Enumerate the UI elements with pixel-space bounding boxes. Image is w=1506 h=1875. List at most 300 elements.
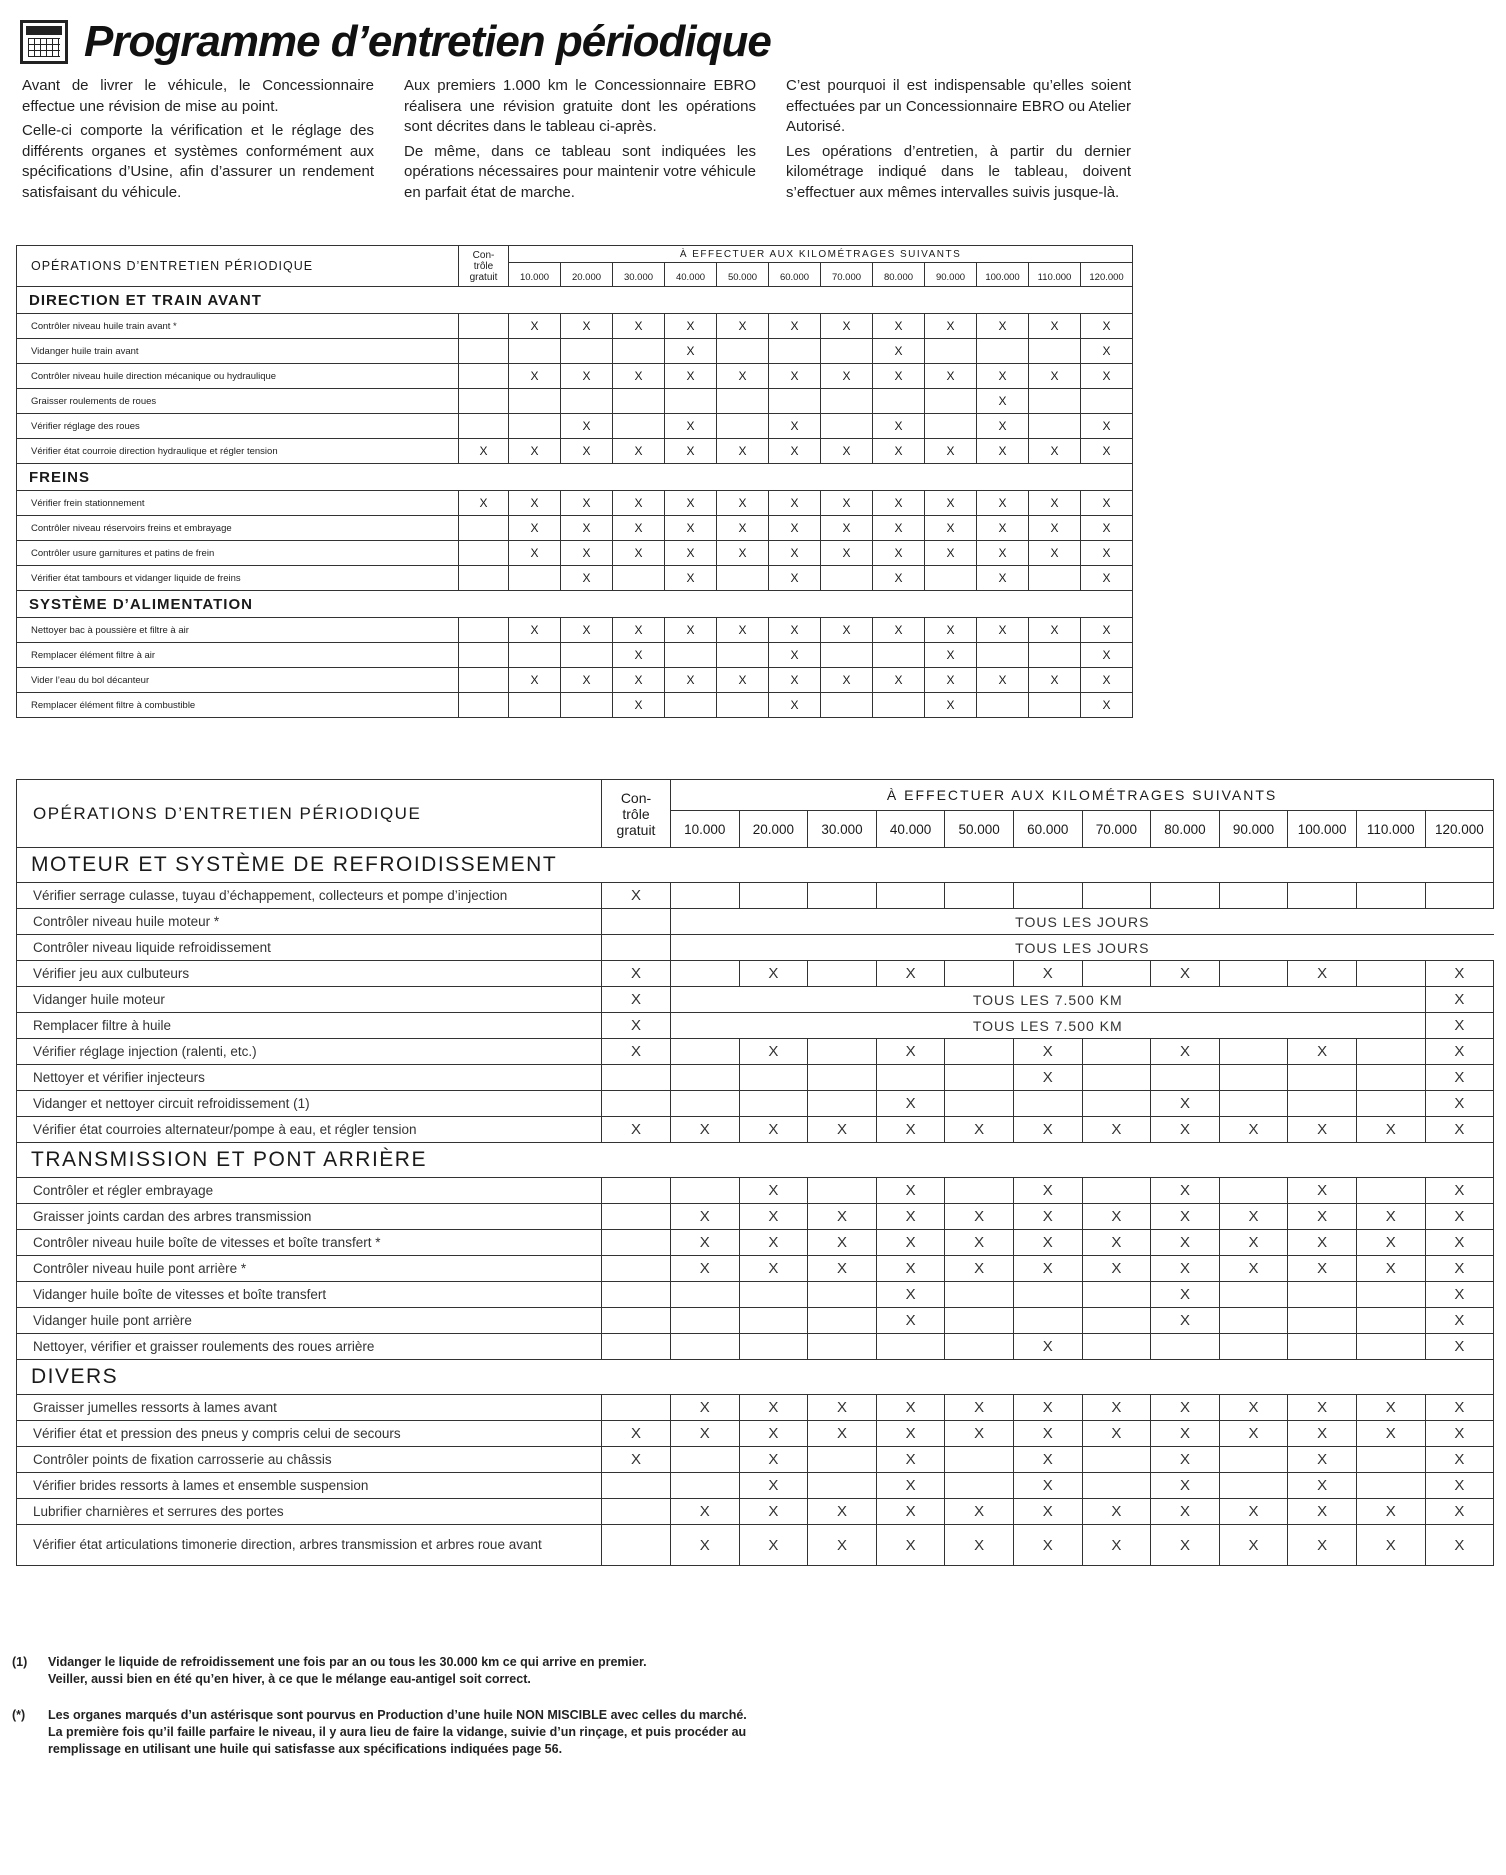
mileage-cell: [717, 693, 769, 718]
mileage-cell: X: [876, 1473, 945, 1499]
intro-paragraph: Aux premiers 1.000 km le Concessionnaire EBRO réalisera une révision gratuite dont les opérations sont décrites dans le tableau ci-après.: [404, 77, 756, 135]
mileage-cell: X: [769, 618, 821, 643]
mileage-cell: X: [925, 668, 977, 693]
mileage-cell: X: [1288, 1499, 1357, 1525]
mileage-cell: [739, 1065, 808, 1091]
mileage-cell: X: [1013, 1039, 1082, 1065]
free-control-cell: [459, 314, 509, 339]
section-title: DIVERS: [17, 1360, 1494, 1395]
interval-note: TOUS LES 7.500 KM: [671, 987, 1426, 1013]
operation-label: Remplacer filtre à huile: [17, 1013, 602, 1039]
mileage-cell: X: [665, 618, 717, 643]
mileage-cell: X: [945, 1395, 1014, 1421]
mileage-cell: [671, 1065, 740, 1091]
mileage-cell: X: [739, 1230, 808, 1256]
mileage-cell: X: [1425, 1178, 1494, 1204]
mileage-cell: X: [613, 491, 665, 516]
mileage-cell: X: [925, 541, 977, 566]
mileage-cell: X: [717, 618, 769, 643]
mileage-cell: X: [1151, 1421, 1220, 1447]
mileage-cell: X: [876, 1230, 945, 1256]
mileage-header: À EFFECTUER AUX KILOMÉTRAGES SUIVANTS: [509, 246, 1133, 263]
free-control-cell: X: [602, 1421, 671, 1447]
mileage-cell: X: [1288, 1525, 1357, 1566]
mileage-cell: X: [876, 1499, 945, 1525]
mileage-cell: [1356, 1282, 1425, 1308]
intro-paragraph: Celle-ci comporte la vérification et le réglage des différents organes et systèmes conformément aux spécifications d’Usine, afin d’assurer un rendement satisfaisant du véhicule.: [22, 122, 374, 201]
mileage-cell: X: [717, 516, 769, 541]
mileage-cell: [1219, 1447, 1288, 1473]
mileage-cell: X: [821, 618, 873, 643]
mileage-cell: X: [925, 693, 977, 718]
mileage-cell: [1151, 1334, 1220, 1360]
mileage-cell: [671, 961, 740, 987]
mileage-cell: X: [739, 1499, 808, 1525]
mileage-cell: X: [1029, 516, 1081, 541]
table-row: [17, 339, 1133, 364]
mileage-cell: [561, 643, 613, 668]
mileage-cell: X: [1082, 1525, 1151, 1566]
mileage-cell: [1082, 1334, 1151, 1360]
mileage-cell: X: [769, 668, 821, 693]
mileage-cell: X: [1425, 1447, 1494, 1473]
mileage-cell: X: [717, 668, 769, 693]
mileage-cell: [925, 414, 977, 439]
mileage-cell: X: [1425, 1230, 1494, 1256]
mileage-cell: X: [977, 566, 1029, 591]
free-control-cell: [459, 693, 509, 718]
free-control-cell: [602, 1204, 671, 1230]
mileage-cell: [509, 566, 561, 591]
mileage-cell: [1219, 961, 1288, 987]
operation-label: Contrôler niveau huile train avant *: [17, 314, 459, 339]
mileage-cell: X: [1013, 1525, 1082, 1566]
intro-paragraph: C’est pourquoi il est indispensable qu’elles soient effectuées par un Concessionnaire EBRO ou Atelier Autorisé.: [786, 77, 1131, 135]
mileage-cell: [808, 883, 877, 909]
footnote-1: [12, 1654, 1048, 1688]
mileage-cell: X: [1425, 1256, 1494, 1282]
free-control-cell: [602, 935, 671, 961]
mileage-cell: X: [1288, 1256, 1357, 1282]
mileage-cell: X: [717, 364, 769, 389]
mileage-cell: [509, 414, 561, 439]
mileage-cell: X: [876, 1447, 945, 1473]
mileage-cell: X: [671, 1256, 740, 1282]
mileage-cell: [1082, 1178, 1151, 1204]
mileage-cell: X: [769, 491, 821, 516]
mileage-cell: X: [1013, 1499, 1082, 1525]
mileage-cell: X: [739, 1473, 808, 1499]
mileage-cell: X: [561, 414, 613, 439]
mileage-cell: X: [977, 668, 1029, 693]
mileage-column-header: 110.000: [1356, 811, 1425, 848]
mileage-cell: [925, 389, 977, 414]
mileage-column-header: 100.000: [977, 263, 1029, 287]
mileage-column-header: 70.000: [821, 263, 873, 287]
operation-label: Vérifier frein stationnement: [17, 491, 459, 516]
mileage-cell: X: [561, 566, 613, 591]
mileage-cell: [769, 389, 821, 414]
mileage-cell: [873, 693, 925, 718]
section-row: [17, 848, 1494, 883]
table-row: [17, 541, 1133, 566]
footnote-line: Vidanger le liquide de refroidissement une fois par an ou tous les 30.000 km ce qui arrive en premier.: [48, 1655, 647, 1669]
mileage-cell: X: [1081, 516, 1133, 541]
mileage-cell: X: [925, 618, 977, 643]
mileage-cell: X: [1288, 1117, 1357, 1143]
mileage-cell: X: [876, 1256, 945, 1282]
mileage-cell: X: [1151, 1256, 1220, 1282]
operation-label: Vérifier état courroies alternateur/pompe à eau, et régler tension: [17, 1117, 602, 1143]
section-title: TRANSMISSION ET PONT ARRIÈRE: [17, 1143, 1494, 1178]
mileage-cell: [808, 1282, 877, 1308]
mileage-cell: X: [1151, 1091, 1220, 1117]
mileage-cell: [717, 389, 769, 414]
mileage-cell: X: [873, 516, 925, 541]
operation-label: Vider l’eau du bol décanteur: [17, 668, 459, 693]
mileage-cell: [1081, 389, 1133, 414]
mileage-cell: [1151, 1065, 1220, 1091]
mileage-cell: X: [1081, 439, 1133, 464]
mileage-cell: X: [873, 541, 925, 566]
mileage-cell: X: [1425, 1013, 1494, 1039]
operation-label: Vérifier état tambours et vidanger liquide de freins: [17, 566, 459, 591]
mileage-cell: [1219, 1473, 1288, 1499]
mileage-cell: X: [1219, 1499, 1288, 1525]
mileage-cell: X: [1425, 1204, 1494, 1230]
mileage-cell: X: [808, 1395, 877, 1421]
mileage-cell: [1219, 1091, 1288, 1117]
operation-label: Lubrifier charnières et serrures des portes: [17, 1499, 602, 1525]
mileage-cell: X: [561, 439, 613, 464]
mileage-cell: X: [873, 566, 925, 591]
mileage-cell: X: [613, 364, 665, 389]
mileage-cell: [613, 566, 665, 591]
mileage-cell: X: [821, 516, 873, 541]
mileage-cell: X: [613, 693, 665, 718]
mileage-cell: X: [1013, 1473, 1082, 1499]
mileage-cell: X: [739, 1204, 808, 1230]
free-control-cell: [602, 1282, 671, 1308]
mileage-cell: [509, 643, 561, 668]
mileage-cell: [1356, 1308, 1425, 1334]
mileage-cell: X: [945, 1499, 1014, 1525]
mileage-cell: X: [945, 1256, 1014, 1282]
mileage-cell: [821, 643, 873, 668]
mileage-cell: X: [1081, 668, 1133, 693]
mileage-cell: [665, 389, 717, 414]
mileage-cell: [1219, 1178, 1288, 1204]
table-row: [17, 1091, 1494, 1117]
mileage-cell: X: [717, 541, 769, 566]
mileage-cell: X: [671, 1525, 740, 1566]
intro-column-2: [404, 76, 756, 207]
mileage-cell: X: [739, 1039, 808, 1065]
mileage-cell: X: [925, 516, 977, 541]
mileage-cell: X: [1425, 1421, 1494, 1447]
mileage-cell: X: [876, 1282, 945, 1308]
mileage-cell: X: [717, 491, 769, 516]
mileage-cell: X: [1082, 1117, 1151, 1143]
mileage-cell: X: [1425, 1525, 1494, 1566]
mileage-cell: [671, 1334, 740, 1360]
mileage-cell: X: [1082, 1256, 1151, 1282]
mileage-cell: X: [613, 541, 665, 566]
mileage-cell: X: [769, 541, 821, 566]
mileage-cell: [808, 1308, 877, 1334]
mileage-cell: X: [821, 314, 873, 339]
mileage-cell: X: [876, 1421, 945, 1447]
mileage-cell: [671, 1308, 740, 1334]
mileage-cell: X: [977, 491, 1029, 516]
mileage-cell: X: [509, 439, 561, 464]
mileage-cell: X: [945, 1230, 1014, 1256]
mileage-cell: X: [945, 1117, 1014, 1143]
mileage-cell: X: [925, 314, 977, 339]
footnote-marker: (1): [12, 1655, 28, 1669]
mileage-cell: X: [509, 314, 561, 339]
mileage-cell: X: [1219, 1395, 1288, 1421]
mileage-cell: [1356, 1334, 1425, 1360]
mileage-cell: X: [739, 1525, 808, 1566]
mileage-cell: X: [925, 439, 977, 464]
intro-column-1: [22, 76, 374, 207]
mileage-cell: [925, 339, 977, 364]
mileage-cell: [1029, 339, 1081, 364]
mileage-column-header: 120.000: [1425, 811, 1494, 848]
mileage-cell: X: [1151, 1525, 1220, 1566]
table-row: [17, 987, 1494, 1013]
mileage-cell: [561, 339, 613, 364]
table-row: [17, 1178, 1494, 1204]
operations-header: OPÉRATIONS D’ENTRETIEN PÉRIODIQUE: [17, 780, 602, 848]
mileage-cell: [1082, 1065, 1151, 1091]
mileage-cell: X: [665, 364, 717, 389]
maintenance-table-2: [16, 779, 1494, 1566]
mileage-cell: X: [808, 1421, 877, 1447]
mileage-cell: X: [873, 439, 925, 464]
mileage-cell: [1082, 1282, 1151, 1308]
mileage-cell: X: [769, 693, 821, 718]
mileage-cell: X: [945, 1204, 1014, 1230]
mileage-cell: X: [1082, 1204, 1151, 1230]
operation-label: Vidanger huile moteur: [17, 987, 602, 1013]
section-title: MOTEUR ET SYSTÈME DE REFROIDISSEMENT: [17, 848, 1494, 883]
mileage-cell: X: [561, 541, 613, 566]
operation-label: Graisser roulements de roues: [17, 389, 459, 414]
mileage-cell: [1356, 1039, 1425, 1065]
mileage-cell: X: [945, 1525, 1014, 1566]
section-row: [17, 464, 1133, 491]
mileage-cell: X: [1356, 1525, 1425, 1566]
mileage-cell: [945, 1178, 1014, 1204]
mileage-cell: X: [509, 364, 561, 389]
mileage-cell: X: [1288, 1178, 1357, 1204]
mileage-cell: X: [1356, 1256, 1425, 1282]
footnote-line: Les organes marqués d’un astérisque sont pourvus en Production d’une huile NON MISCIBLE avec celles du marché.: [48, 1708, 747, 1722]
section-title: SYSTÈME D’ALIMENTATION: [17, 591, 1133, 618]
mileage-cell: X: [925, 491, 977, 516]
mileage-cell: X: [613, 668, 665, 693]
mileage-cell: [1029, 566, 1081, 591]
mileage-cell: X: [977, 618, 1029, 643]
interval-note: TOUS LES JOURS: [671, 909, 1494, 935]
mileage-cell: X: [821, 364, 873, 389]
mileage-cell: X: [876, 1204, 945, 1230]
mileage-column-header: 20.000: [561, 263, 613, 287]
mileage-cell: X: [821, 541, 873, 566]
free-control-cell: X: [459, 491, 509, 516]
mileage-cell: X: [1219, 1256, 1288, 1282]
mileage-cell: X: [876, 1308, 945, 1334]
table-row: [17, 693, 1133, 718]
mileage-cell: X: [1013, 1256, 1082, 1282]
mileage-cell: X: [613, 314, 665, 339]
operation-label: Remplacer élément filtre à combustible: [17, 693, 459, 718]
mileage-cell: X: [769, 414, 821, 439]
mileage-column-header: 80.000: [1151, 811, 1220, 848]
mileage-cell: [509, 339, 561, 364]
free-control-cell: X: [459, 439, 509, 464]
mileage-cell: [1356, 1091, 1425, 1117]
mileage-cell: X: [1151, 1039, 1220, 1065]
mileage-cell: X: [671, 1421, 740, 1447]
mileage-cell: X: [1356, 1117, 1425, 1143]
table-row: [17, 1117, 1494, 1143]
free-control-cell: [459, 643, 509, 668]
mileage-cell: [1288, 1091, 1357, 1117]
footnote-marker: (*): [12, 1708, 26, 1722]
mileage-cell: [561, 693, 613, 718]
mileage-cell: [1029, 643, 1081, 668]
mileage-cell: [1219, 1039, 1288, 1065]
mileage-cell: X: [1151, 1178, 1220, 1204]
section-row: [17, 1143, 1494, 1178]
mileage-cell: [1356, 883, 1425, 909]
free-control-cell: [602, 1308, 671, 1334]
free-control-cell: X: [602, 883, 671, 909]
mileage-column-header: 120.000: [1081, 263, 1133, 287]
mileage-cell: X: [1219, 1421, 1288, 1447]
mileage-column-header: 50.000: [717, 263, 769, 287]
table-row: [17, 1039, 1494, 1065]
mileage-cell: [509, 389, 561, 414]
mileage-cell: X: [769, 364, 821, 389]
operation-label: Contrôler usure garnitures et patins de frein: [17, 541, 459, 566]
intro-paragraph: Les opérations d’entretien, à partir du dernier kilométrage indiqué dans le tableau, doivent s’effectuer aux mêmes intervalles suivis jusque-là.: [786, 142, 1131, 201]
mileage-cell: [739, 883, 808, 909]
mileage-cell: [945, 961, 1014, 987]
mileage-cell: X: [1081, 314, 1133, 339]
mileage-cell: [1082, 961, 1151, 987]
mileage-cell: X: [873, 364, 925, 389]
table-row: [17, 1447, 1494, 1473]
free-control-cell: [602, 1091, 671, 1117]
mileage-cell: X: [1029, 618, 1081, 643]
mileage-cell: X: [769, 566, 821, 591]
mileage-cell: X: [1288, 1395, 1357, 1421]
mileage-cell: [671, 1091, 740, 1117]
free-control-cell: [459, 566, 509, 591]
mileage-cell: [1219, 1282, 1288, 1308]
mileage-column-header: 20.000: [739, 811, 808, 848]
mileage-cell: [1288, 1334, 1357, 1360]
mileage-column-header: 50.000: [945, 811, 1014, 848]
mileage-cell: [1082, 1308, 1151, 1334]
mileage-cell: X: [1082, 1395, 1151, 1421]
mileage-cell: X: [1425, 1091, 1494, 1117]
mileage-cell: [613, 389, 665, 414]
free-control-cell: [602, 1499, 671, 1525]
mileage-cell: X: [1081, 618, 1133, 643]
mileage-cell: [1029, 389, 1081, 414]
mileage-cell: [671, 1039, 740, 1065]
free-control-cell: [459, 541, 509, 566]
mileage-cell: X: [1013, 1230, 1082, 1256]
mileage-cell: [665, 693, 717, 718]
mileage-cell: [977, 643, 1029, 668]
mileage-cell: [739, 1308, 808, 1334]
free-control-cell: [459, 618, 509, 643]
mileage-cell: X: [1425, 1308, 1494, 1334]
mileage-cell: X: [1151, 1473, 1220, 1499]
operations-header: OPÉRATIONS D’ENTRETIEN PÉRIODIQUE: [17, 246, 459, 287]
mileage-column-header: 10.000: [671, 811, 740, 848]
mileage-cell: [717, 414, 769, 439]
free-control-cell: [459, 414, 509, 439]
free-control-cell: [602, 1525, 671, 1566]
mileage-cell: X: [1356, 1395, 1425, 1421]
mileage-cell: X: [671, 1395, 740, 1421]
operation-label: Contrôler niveau réservoirs freins et embrayage: [17, 516, 459, 541]
mileage-cell: [945, 1334, 1014, 1360]
table-row: [17, 1499, 1494, 1525]
free-control-cell: [602, 909, 671, 935]
mileage-cell: X: [769, 643, 821, 668]
mileage-cell: X: [1288, 1421, 1357, 1447]
mileage-cell: X: [1151, 1499, 1220, 1525]
table-row: [17, 1525, 1494, 1566]
table-row: [17, 1204, 1494, 1230]
mileage-column-header: 110.000: [1029, 263, 1081, 287]
mileage-cell: X: [876, 1039, 945, 1065]
mileage-cell: X: [1013, 1117, 1082, 1143]
mileage-column-header: 30.000: [613, 263, 665, 287]
table-row: [17, 439, 1133, 464]
free-control-cell: [459, 516, 509, 541]
operation-label: Vérifier état courroie direction hydraulique et régler tension: [17, 439, 459, 464]
mileage-cell: [945, 883, 1014, 909]
mileage-cell: X: [977, 389, 1029, 414]
free-control-cell: X: [602, 1039, 671, 1065]
mileage-cell: [1356, 1473, 1425, 1499]
mileage-cell: X: [1425, 1117, 1494, 1143]
mileage-cell: X: [1151, 1395, 1220, 1421]
mileage-cell: X: [1425, 1039, 1494, 1065]
section-title: DIRECTION ET TRAIN AVANT: [17, 287, 1133, 314]
mileage-cell: X: [509, 668, 561, 693]
mileage-cell: X: [1013, 961, 1082, 987]
mileage-cell: [821, 389, 873, 414]
mileage-cell: X: [1425, 987, 1494, 1013]
operation-label: Vidanger huile boîte de vitesses et boîte transfert: [17, 1282, 602, 1308]
mileage-cell: X: [876, 1091, 945, 1117]
footnote-line: remplissage en utilisant une huile qui satisfasse aux spécifications indiquées page 56.: [48, 1742, 563, 1756]
mileage-cell: X: [561, 491, 613, 516]
mileage-cell: X: [561, 668, 613, 693]
table-row: [17, 1282, 1494, 1308]
free-control-cell: [602, 1473, 671, 1499]
